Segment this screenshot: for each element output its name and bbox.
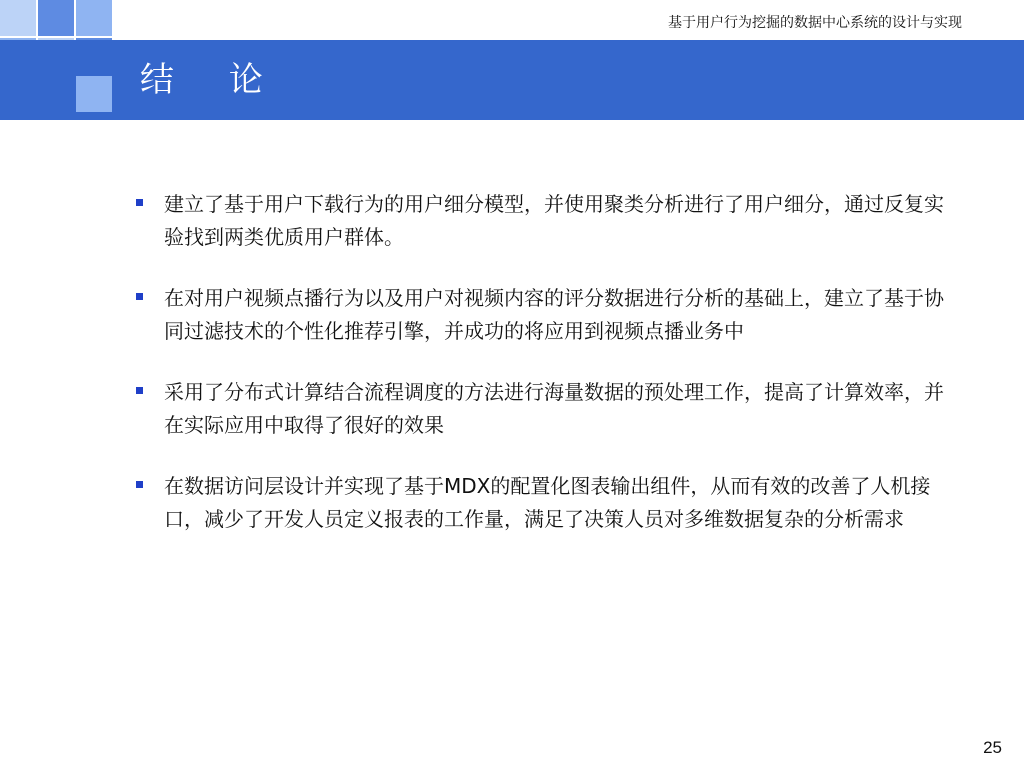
bullet-text: 在对用户视频点播行为以及用户对视频内容的评分数据进行分析的基础上，建立了基于协同过滤技术的个性化推荐引擎，并成功的将应用到视频点播业务中 [164,286,944,343]
bullet-square-icon [136,481,143,488]
bullet-item [128,282,948,348]
page-number: 25 [983,738,1002,757]
bullet-item [128,470,948,536]
header-subtitle: 基于用户行为挖掘的数据中心系统的设计与实现 [668,15,962,31]
deco-square [76,76,112,112]
deco-square [38,0,74,36]
bullet-text: 采用了分布式计算结合流程调度的方法进行海量数据的预处理工作，提高了计算效率，并在实际应用中取得了很好的效果 [164,380,944,437]
bullet-item [128,188,948,254]
bullet-text: 在数据访问层设计并实现了基于MDX的配置化图表输出组件，从而有效的改善了人机接口，减少了开发人员定义报表的工作量，满足了决策人员对多维数据复杂的分析需求 [164,474,931,531]
bullet-square-icon [136,387,143,394]
deco-square [0,0,36,36]
bullet-square-icon [136,199,143,206]
bullet-item [128,376,948,442]
bullet-text: 建立了基于用户下载行为的用户细分模型，并使用聚类分析进行了用户细分，通过反复实验找到两类优质用户群体。 [164,192,944,249]
bullet-square-icon [136,293,143,300]
bullet-list [128,188,948,564]
slide-title: 结 论 [140,60,285,100]
deco-square [76,0,112,36]
